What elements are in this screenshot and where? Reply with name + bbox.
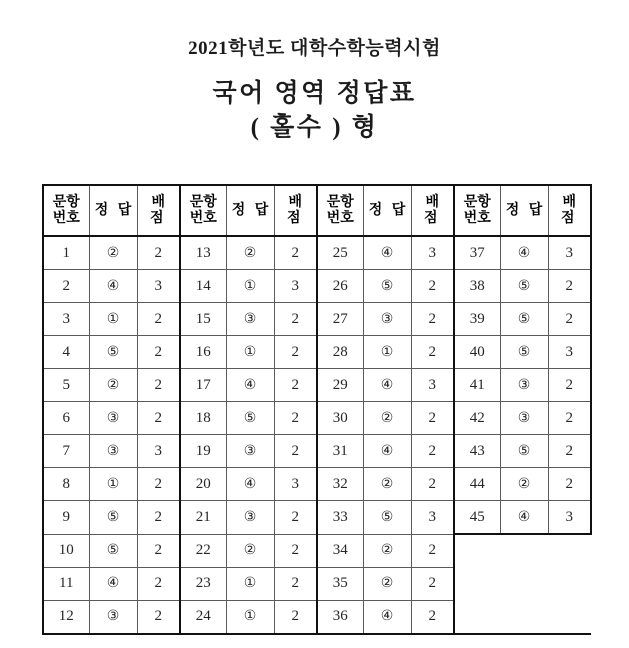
cell-no: 8	[43, 468, 89, 501]
header-question-number-line2: 번호	[52, 210, 80, 226]
header-question-number-2	[180, 185, 226, 236]
circled-answer: ②	[380, 575, 394, 591]
circled-answer: ③	[243, 310, 257, 327]
cell-answer	[226, 369, 274, 402]
cell-no: 38	[454, 270, 500, 303]
cell-score: 3	[548, 501, 591, 535]
cell-answer	[226, 501, 274, 535]
cell-answer	[226, 303, 274, 336]
cell-score: 2	[411, 336, 454, 369]
cell-score: 2	[274, 435, 317, 468]
cell-score: 2	[137, 303, 180, 336]
cell-score: 2	[137, 600, 180, 634]
empty-cell	[548, 534, 591, 567]
cell-no: 35	[317, 567, 363, 600]
cell-answer	[226, 600, 274, 634]
cell-no: 43	[454, 435, 500, 468]
circled-answer: ②	[106, 244, 120, 261]
circled-answer: ⑤	[106, 542, 120, 558]
circled-answer: ⑤	[380, 508, 394, 525]
table-row	[43, 435, 591, 468]
cell-no: 4	[43, 336, 89, 369]
circled-answer: ②	[380, 542, 394, 558]
circled-answer: ③	[517, 376, 531, 393]
cell-no: 9	[43, 501, 89, 535]
cell-answer	[500, 402, 548, 435]
cell-score: 2	[137, 501, 180, 535]
answer-table	[42, 184, 592, 635]
cell-score: 3	[411, 369, 454, 402]
cell-no: 16	[180, 336, 226, 369]
table-row	[43, 534, 591, 567]
cell-no: 17	[180, 369, 226, 402]
cell-score: 3	[274, 270, 317, 303]
cell-answer	[500, 336, 548, 369]
circled-answer: ④	[517, 244, 531, 261]
empty-cell	[548, 600, 591, 634]
circled-answer: ④	[380, 244, 394, 261]
header-row	[43, 185, 591, 236]
circled-answer: ③	[517, 409, 531, 426]
circled-answer: ③	[106, 442, 120, 459]
header-answer-4	[500, 185, 548, 236]
circled-answer: ⑤	[517, 310, 531, 327]
cell-no: 25	[317, 236, 363, 270]
cell-answer	[226, 468, 274, 501]
circled-answer: ②	[106, 376, 120, 393]
header-answer-label: 정 답	[231, 202, 272, 218]
cell-score: 2	[411, 303, 454, 336]
answer-table-body	[43, 236, 591, 634]
cell-no: 39	[454, 303, 500, 336]
header-score-label: 배 점	[560, 194, 580, 226]
cell-answer	[89, 468, 137, 501]
cell-no: 32	[317, 468, 363, 501]
table-row	[43, 600, 591, 634]
cell-score: 2	[274, 567, 317, 600]
cell-answer	[363, 600, 411, 634]
empty-cell	[500, 567, 548, 600]
circled-answer: ⑤	[243, 409, 257, 426]
cell-score: 2	[137, 236, 180, 270]
cell-score: 2	[274, 303, 317, 336]
cell-score: 2	[411, 435, 454, 468]
answer-table-wrap	[42, 184, 589, 635]
cell-no: 30	[317, 402, 363, 435]
cell-no: 15	[180, 303, 226, 336]
cell-score: 2	[411, 402, 454, 435]
cell-no: 21	[180, 501, 226, 535]
cell-score: 2	[411, 270, 454, 303]
table-row	[43, 369, 591, 402]
answer-table-header	[43, 185, 591, 236]
empty-cell	[548, 567, 591, 600]
cell-score: 2	[548, 303, 591, 336]
cell-no: 37	[454, 236, 500, 270]
cell-score: 2	[137, 534, 180, 567]
cell-no: 42	[454, 402, 500, 435]
header-answer-label: 정 답	[505, 202, 546, 218]
cell-answer	[89, 534, 137, 567]
cell-answer	[363, 534, 411, 567]
cell-no: 7	[43, 435, 89, 468]
header-question-number-line2: 번호	[463, 210, 491, 226]
header-score-label: 배 점	[286, 194, 306, 226]
circled-answer: ①	[106, 475, 120, 492]
table-row	[43, 303, 591, 336]
circled-answer: ⑤	[106, 508, 120, 525]
cell-no: 18	[180, 402, 226, 435]
cell-score: 3	[548, 236, 591, 270]
cell-answer	[500, 369, 548, 402]
cell-score: 3	[548, 336, 591, 369]
circled-answer: ①	[243, 277, 257, 294]
table-row	[43, 468, 591, 501]
header-question-number-4	[454, 185, 500, 236]
empty-cell	[454, 600, 500, 634]
cell-answer	[226, 402, 274, 435]
cell-answer	[226, 236, 274, 270]
circled-answer: ①	[243, 575, 257, 591]
cell-no: 14	[180, 270, 226, 303]
cell-score: 2	[274, 369, 317, 402]
cell-score: 2	[411, 534, 454, 567]
cell-score: 2	[548, 270, 591, 303]
cell-answer	[89, 501, 137, 535]
exam-year-title: 2021학년도 대학수학능력시험	[188, 38, 441, 59]
circled-answer: ①	[380, 343, 394, 360]
exam-subject-title: 국어 영역 정답표	[212, 79, 417, 107]
cell-answer	[363, 303, 411, 336]
cell-score: 2	[548, 369, 591, 402]
cell-no: 22	[180, 534, 226, 567]
circled-answer: ③	[243, 508, 257, 525]
cell-score: 2	[411, 600, 454, 634]
cell-score: 3	[274, 468, 317, 501]
cell-score: 2	[548, 402, 591, 435]
cell-answer	[363, 236, 411, 270]
circled-answer: ②	[517, 475, 531, 492]
cell-score: 2	[274, 534, 317, 567]
circled-answer: ⑤	[380, 277, 394, 294]
cell-score: 2	[548, 435, 591, 468]
cell-score: 2	[411, 468, 454, 501]
circled-answer: ④	[243, 475, 257, 492]
cell-no: 6	[43, 402, 89, 435]
cell-answer	[226, 270, 274, 303]
cell-answer	[89, 567, 137, 600]
circled-answer: ④	[380, 376, 394, 393]
cell-answer	[363, 336, 411, 369]
cell-no: 29	[317, 369, 363, 402]
header-question-number-line1: 문항	[52, 194, 80, 210]
table-row	[43, 270, 591, 303]
circled-answer: ④	[380, 442, 394, 459]
circled-answer: ②	[380, 409, 394, 426]
header-score-2	[274, 185, 317, 236]
exam-form-type: ( 홀수 ) 형	[250, 113, 379, 141]
cell-no: 24	[180, 600, 226, 634]
circled-answer: ③	[106, 608, 120, 624]
cell-answer	[363, 435, 411, 468]
header-question-number-3	[317, 185, 363, 236]
empty-cell	[454, 534, 500, 567]
cell-answer	[89, 600, 137, 634]
cell-score: 2	[137, 369, 180, 402]
cell-score: 2	[137, 468, 180, 501]
cell-score: 2	[411, 567, 454, 600]
header-question-number-line2: 번호	[326, 210, 354, 226]
cell-score: 2	[274, 501, 317, 535]
cell-answer	[363, 501, 411, 535]
circled-answer: ②	[243, 542, 257, 558]
cell-answer	[226, 534, 274, 567]
cell-no: 34	[317, 534, 363, 567]
circled-answer: ⑤	[517, 343, 531, 360]
circled-answer: ③	[380, 310, 394, 327]
cell-no: 1	[43, 236, 89, 270]
cell-score: 2	[274, 236, 317, 270]
table-row	[43, 236, 591, 270]
header-score-1	[137, 185, 180, 236]
header-question-number-line1: 문항	[326, 194, 354, 210]
title-block	[0, 38, 629, 144]
circled-answer: ②	[380, 475, 394, 492]
header-question-number-1	[43, 185, 89, 236]
cell-answer	[363, 270, 411, 303]
circled-answer: ①	[243, 343, 257, 360]
cell-score: 2	[274, 402, 317, 435]
cell-answer	[500, 435, 548, 468]
cell-no: 5	[43, 369, 89, 402]
table-row	[43, 567, 591, 600]
cell-no: 33	[317, 501, 363, 535]
header-question-number-line1: 문항	[189, 194, 217, 210]
cell-no: 28	[317, 336, 363, 369]
cell-answer	[89, 402, 137, 435]
cell-answer	[363, 369, 411, 402]
table-row	[43, 336, 591, 369]
table-row	[43, 501, 591, 535]
cell-score: 2	[274, 336, 317, 369]
cell-answer	[363, 567, 411, 600]
header-answer-label: 정 답	[94, 202, 135, 218]
cell-no: 3	[43, 303, 89, 336]
cell-no: 41	[454, 369, 500, 402]
cell-no: 12	[43, 600, 89, 634]
cell-answer	[89, 303, 137, 336]
cell-answer	[500, 270, 548, 303]
cell-answer	[226, 567, 274, 600]
cell-no: 44	[454, 468, 500, 501]
cell-score: 3	[137, 270, 180, 303]
cell-no: 27	[317, 303, 363, 336]
cell-score: 3	[411, 501, 454, 535]
header-answer-label: 정 답	[368, 202, 409, 218]
header-score-3	[411, 185, 454, 236]
circled-answer: ⑤	[517, 277, 531, 294]
cell-no: 19	[180, 435, 226, 468]
cell-answer	[226, 435, 274, 468]
header-question-number-line1: 문항	[463, 194, 491, 210]
header-question-number-line2: 번호	[189, 210, 217, 226]
cell-score: 3	[411, 236, 454, 270]
circled-answer: ④	[106, 575, 120, 591]
header-answer-3	[363, 185, 411, 236]
cell-no: 45	[454, 501, 500, 535]
circled-answer: ⑤	[106, 343, 120, 360]
cell-no: 2	[43, 270, 89, 303]
circled-answer: ②	[243, 244, 257, 261]
cell-answer	[500, 236, 548, 270]
circled-answer: ①	[106, 310, 120, 327]
cell-no: 20	[180, 468, 226, 501]
cell-answer	[500, 501, 548, 535]
cell-score: 2	[137, 336, 180, 369]
circled-answer: ③	[106, 409, 120, 426]
cell-answer	[89, 270, 137, 303]
cell-no: 40	[454, 336, 500, 369]
circled-answer: ⑤	[517, 442, 531, 459]
cell-no: 26	[317, 270, 363, 303]
cell-answer	[500, 468, 548, 501]
empty-cell	[500, 534, 548, 567]
cell-score: 2	[137, 402, 180, 435]
circled-answer: ④	[517, 508, 531, 525]
cell-no: 10	[43, 534, 89, 567]
cell-no: 11	[43, 567, 89, 600]
circled-answer: ④	[106, 277, 120, 294]
cell-no: 36	[317, 600, 363, 634]
header-answer-2	[226, 185, 274, 236]
cell-no: 23	[180, 567, 226, 600]
empty-cell	[454, 567, 500, 600]
cell-answer	[89, 369, 137, 402]
circled-answer: ③	[243, 442, 257, 459]
cell-score: 3	[137, 435, 180, 468]
cell-answer	[89, 236, 137, 270]
header-score-label: 배 점	[149, 194, 169, 226]
cell-answer	[363, 468, 411, 501]
cell-answer	[226, 336, 274, 369]
circled-answer: ④	[243, 376, 257, 393]
cell-answer	[89, 336, 137, 369]
table-row	[43, 402, 591, 435]
cell-score: 2	[548, 468, 591, 501]
circled-answer: ①	[243, 608, 257, 624]
header-answer-1	[89, 185, 137, 236]
cell-score: 2	[274, 600, 317, 634]
cell-no: 31	[317, 435, 363, 468]
header-score-label: 배 점	[423, 194, 443, 226]
cell-answer	[363, 402, 411, 435]
empty-cell	[500, 600, 548, 634]
header-score-4	[548, 185, 591, 236]
cell-answer	[500, 303, 548, 336]
cell-score: 2	[137, 567, 180, 600]
circled-answer: ④	[380, 608, 394, 624]
cell-answer	[89, 435, 137, 468]
cell-no: 13	[180, 236, 226, 270]
